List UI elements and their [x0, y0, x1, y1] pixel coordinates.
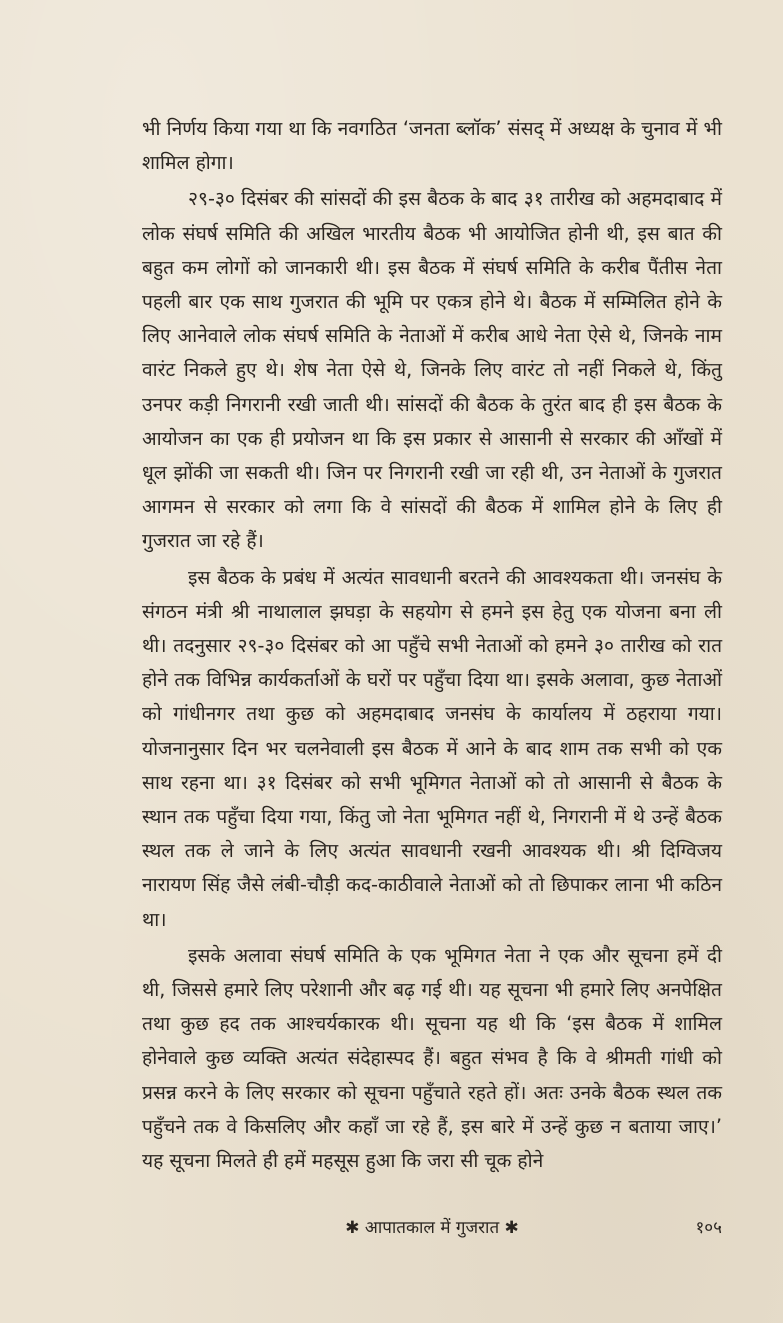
page-body	[142, 112, 722, 1178]
paragraph-continuation: भी निर्णय किया गया था कि नवगठित ‘जनता ब्लॉक’ संसद् में अध्यक्ष के चुनाव में भी शामिल होगा।	[142, 117, 722, 175]
running-head: ✱ आपातकाल में गुजरात ✱	[345, 1218, 519, 1238]
page-number: १०५	[695, 1218, 722, 1238]
paragraph-3: इस बैठक के प्रबंध में अत्यंत सावधानी बरतने की आवश्यकता थी। जनसंघ के संगठन मंत्री श्री नाथालाल झघड़ा के सहयोग से हमने इस हेतु एक योजना बना ली थी। तदनुसार २९-३० दिसंबर को आ पहुँचे सभी नेताओं को हमने ३० तारीख को रात होने तक विभिन्न कार्यकर्ताओं के घरों पर पहुँचा दिया था। इसके अलावा, कुछ नेताओं को गांधीनगर तथा कुछ को अहमदाबाद जनसंघ के कार्यालय में ठहराया गया। योजनानुसार दिन भर चलनेवाली इस बैठक में आने के बाद शाम तक सभी को एक साथ रहना था। ३१ दिसंबर को सभी भूमिगत नेताओं को तो आसानी से बैठक के स्थान तक पहुँचा दिया गया, किंतु जो नेता भूमिगत नहीं थे, निगरानी में थे उन्हें बैठक स्थल तक ले जाने के लिए अत्यंत सावधानी रखनी आवश्यक थी। श्री दिग्विजय नारायण सिंह जैसे लंबी-चौड़ी कद-काठीवाले नेताओं को तो छिपाकर लाना भी कठिन था।	[142, 565, 722, 931]
paragraph-2: २९-३० दिसंबर की सांसदों की इस बैठक के बाद ३१ तारीख को अहमदाबाद में लोक संघर्ष समिति की अखिल भारतीय बैठक भी आयोजित होनी थी, इस बात की बहुत कम लोगों को जानकारी थी। इस बैठक में संघर्ष समिति के करीब पैंतीस नेता पहली बार एक साथ गुजरात की भूमि पर एकत्र होने थे। बैठक में सम्मिलित होने के लिए आनेवाले लोक संघर्ष समिति के नेताओं में करीब आधे नेता ऐसे थे, जिनके नाम वारंट निकले हुए थे। शेष नेता ऐसे थे, जिनके लिए वारंट तो नहीं निकले थे, किंतु उनपर कड़ी निगरानी रखी जाती थी। सांसदों की बैठक के तुरंत बाद ही इस बैठक के आयोजन का एक ही प्रयोजन था कि इस प्रकार से आसानी से सरकार की आँखों में धूल झोंकी जा सकती थी। जिन पर निगरानी रखी जा रही थी, उन नेताओं के गुजरात आगमन से सरकार को लगा कि वे सांसदों की बैठक में शामिल होने के लिए ही गुजरात जा रहे हैं।	[142, 187, 722, 553]
page-footer	[142, 1213, 722, 1243]
paragraph-4: इसके अलावा संघर्ष समिति के एक भूमिगत नेता ने एक और सूचना हमें दी थी, जिससे हमारे लिए परेशानी और बढ़ गई थी। यह सूचना भी हमारे लिए अनपेक्षित तथा कुछ हद तक आश्चर्यकारक थी। सूचना यह थी कि ‘इस बैठक में शामिल होनेवाले कुछ व्यक्ति अत्यंत संदेहास्पद हैं। बहुत संभव है कि वे श्रीमती गांधी को प्रसन्न करने के लिए सरकार को सूचना पहुँचाते रहते हों। अतः उनके बैठक स्थल तक पहुँचने तक वे किसलिए और कहाँ जा रहे हैं, इस बारे में उन्हें कुछ न बताया जाए।’ यह सूचना मिलते ही हमें महसूस हुआ कि जरा सी चूक होने	[142, 943, 722, 1173]
